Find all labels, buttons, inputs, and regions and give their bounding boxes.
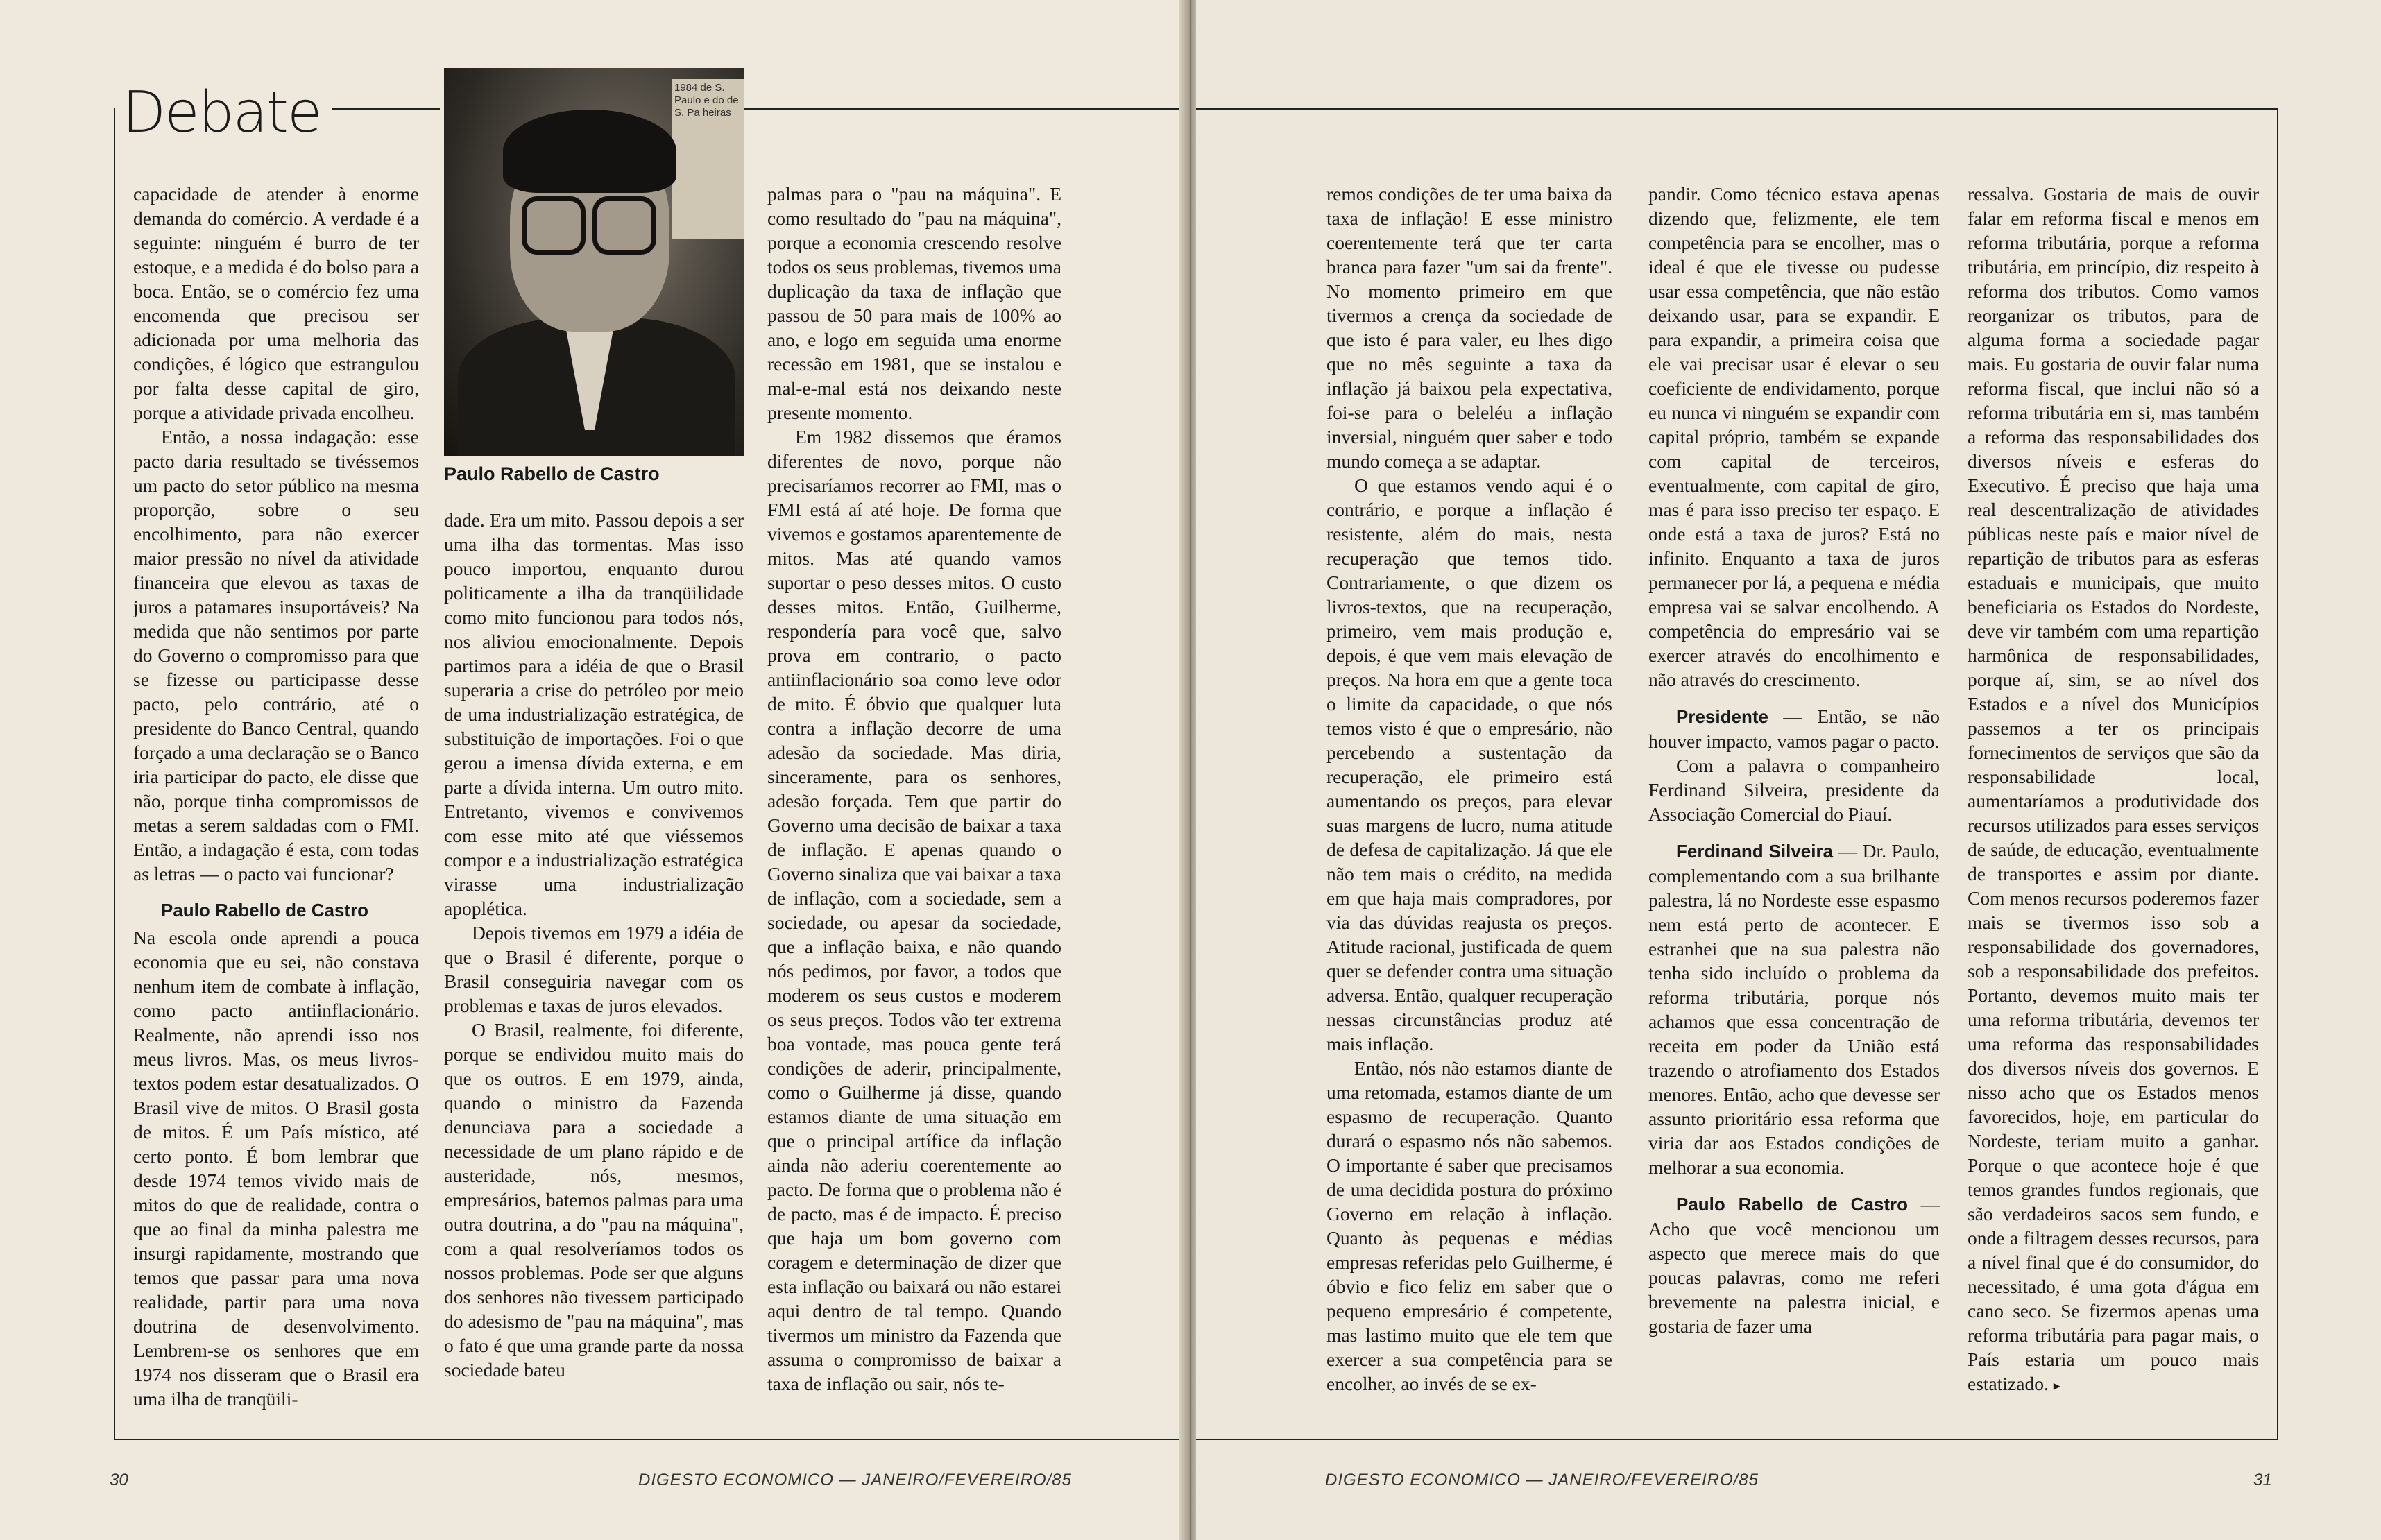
paragraph: pandir. Como técnico estava apenas dizendo que, felizmente, ele tem competência para se encolher, mas o ideal é que ele tivesse ou pudesse usar essa competência, que não estão deixando usar, para se expandir. E para expandir, a primeira coisa que ele vai precisar usar é elevar o seu coeficiente de endividamento, porque eu nunca vi ninguém se expandir com capital próprio, também se expande com capital de terceiros, eventualmente, com capital de giro, mas é para isso preciso ter espaço. E onde está a taxa de juros? Está no infinito. Enquanto a taxa de juros permanecer por lá, a pequena e média empresa vai se salvar encolhendo. A competência do empresário vai se exercer através do encolhimento e não através do crescimento. bbox=[1648, 183, 1940, 690]
bottom-rule bbox=[1196, 1439, 2278, 1440]
section-header bbox=[111, 82, 332, 144]
paragraph: O Brasil, realmente, foi diferente, porque se endividou muito mais do que os outros. E em 1979, ainda, quando o ministro da Fazenda denunciava para a sociedade a necessidade de um plano rápido e de austeridade, nós, mesmos, empresários, batemos palmas para uma outra doutrina, a do "pau na máquina", com a qual resolveríamos todos os nossos problemas. Pode ser que alguns dos senhores não tivessem participado do adesismo de "pau na máquina", mas o fato é que uma grande parte da nossa sociedade bateu bbox=[444, 1019, 744, 1380]
speech-text: — Dr. Paulo, complementando com a sua brilhante palestra, lá no Nordeste esse espasmo nem está perto de acontecer. E estranhei que na sua palestra não tenha sido incluído o problema da reforma tributária, porque nós achamos que essa concentração de receita em poder da União está trazendo o atrofiamento dos Estados menores. Então, acho que devesse ser assunto prioritário essa reforma que viria dar aos Estados condições de melhorar a sua economia. bbox=[1648, 840, 1940, 1178]
right-margin-rule bbox=[2277, 108, 2278, 1440]
speaker-name: Ferdinand Silveira bbox=[1676, 841, 1834, 862]
speaker-name: Paulo Rabello de Castro bbox=[161, 900, 369, 921]
page-number-left: 30 bbox=[110, 1471, 128, 1489]
page-number-right: 31 bbox=[2253, 1471, 2272, 1489]
author-photo bbox=[444, 68, 744, 456]
bottom-rule bbox=[114, 1439, 1179, 1440]
left-column-3 bbox=[767, 182, 1061, 1396]
paragraph bbox=[1968, 182, 2259, 1398]
paragraph: Em 1982 dissemos que éramos diferentes de novo, porque não precisaríamos recorrer ao FMI, mas o FMI está aí até hoje. De forma que vivemos e gostamos aparentemente de mitos. Mas até quando vamos suportar o peso desses mitos. O custo desses mitos. Então, Guilherme, respondería para você que, salvo prova em contrario, o pacto antiinflacionário soa como leve odor de mito. É óbvio que qualquer luta contra a inflação decorre de uma adesão da sociedade. Mas diria, sinceramente, para os senhores, adesão forçada. Tem que partir do Governo uma decisão de baixar a taxa de inflação. E apenas quando o Governo sinaliza que vai baixar a taxa de inflação, com a sociedade, sem a sociedade, ou apesar da sociedade, que a inflação baixa, e não quando nós pedimos, por favor, a todos que moderem os seus custos e moderem os seus preços. Todos vão ter extrema boa vontade, mas pouca gente terá condições de aderir, principalmente, como o Guilherme já disse, quando estamos diante de uma situação em que o principal artífice da inflação ainda não aderiu coerentemente ao pacto. De forma que o problema não é de pacto, mas é de impacto. É preciso que haja um bom governo com coragem e determinação de dizer que esta inflação ou baixará ou não estarei aqui dentro de tal tempo. Quando tivermos um ministro da Fazenda que assuma o compromisso de baixar a taxa de inflação ou sair, nós te- bbox=[767, 426, 1061, 1394]
section-title: Debate bbox=[111, 85, 332, 142]
left-column-2 bbox=[444, 508, 744, 1382]
paragraph: O que estamos vendo aqui é o contrário, e porque a inflação é resistente, além do mais, nesta recuperação que temos tido. Contrariamente, o que dizem os livros-textos, que na recuperação, primeiro, vem mais produção e, depois, é que vem mais elevação de preços. Na hora em que a gente toca o limite da capacidade, o que nós temos visto é que o empresário, não percebendo a sustentação da recuperação, ele primeiro está aumentando os preços, para elevar suas margens de lucro, numa atitude de defesa de capitalização. Já que ele não tem mais o crédito, na medida em que haja mais compradores, por via das dúvidas reajusta os preços. Atitude racional, justificada de quem quer se defender contra uma situação adversa. Então, qualquer recuperação nessas circunstâncias produz até mais inflação. bbox=[1326, 474, 1612, 1054]
header-rule-right bbox=[744, 108, 1179, 110]
paragraph bbox=[1648, 1192, 1940, 1338]
right-column-3 bbox=[1968, 182, 2259, 1398]
paragraph: Então, a nossa indagação: esse pacto daria resultado se tivéssemos um pacto do setor público na mesma proporção, sobre o seu encolhimento, para não exercer maior pressão no nível da atividade financeira que elevou as taxas de juros a patamares insuportáveis? Na medida que não sentimos por parte do Governo o compromisso para que se fizesse ou participasse desse pacto, pelo contrário, até o presidente do Banco Central, quando forçado a uma declaração se o Banco iria participar do pacto, ele disse que não, porque tinha compromissos de metas a serem saldadas com o FMI. Então, a indagação é esta, com todas as letras — o pacto vai funcionar? bbox=[133, 426, 419, 884]
right-column-2 bbox=[1648, 182, 1940, 1338]
paragraph: Depois tivemos em 1979 a idéia de que o Brasil é diferente, porque o Brasil conseguiria navegar com os problemas e taxas de juros elevados. bbox=[444, 922, 744, 1016]
paragraph bbox=[1648, 839, 1940, 1179]
photo-caption: Paulo Rabello de Castro bbox=[444, 463, 660, 484]
paragraph: remos condições de ter uma baixa da taxa de inflação! E esse ministro coerentemente terá que ter carta branca para fazer "um sai da frente". No momento primeiro em que tivermos a crença da sociedade de que isto é para valer, eu lhes digo que no mês seguinte a taxa da inflação já baixou pela expectativa, foi-se para o beleléu a inflação inversial, ninguém quer saber e todo mundo começa a se adaptar. bbox=[1326, 183, 1612, 472]
photo-glasses-left bbox=[522, 196, 586, 255]
left-column-1 bbox=[133, 182, 419, 1411]
paragraph: capacidade de atender à enorme demanda do comércio. A verdade é a seguinte: ninguém é burro de ter estoque, e a medida é do bolso para a boca. Então, se o comércio fez uma encomenda que precisou ser adicionada por uma melhoria das condições, é lógico que estrangulou por falta desse capital de giro, porque a atividade privada encolheu. bbox=[133, 183, 419, 423]
speech-text: ressalva. Gostaria de mais de ouvir falar em reforma fiscal e menos em reforma tributária, porque a reforma tributária, em princípio, diz respeito à reforma dos tributos. Como vamos reorganizar os tributos, para de alguma forma a sociedade pagar mais. Eu gostaria de ouvir falar numa reforma fiscal, que inclui não só a reforma tributária em si, mas também a reforma das responsabilidades dos diversos níveis e esferas do Executivo. É preciso que haja uma real descentralização de atividades públicas neste país e maior nível de repartição de tributos para as esferas estaduais e municipais, que muito beneficiaria os Estados do Nordeste, deve vir também com uma repartição harmônica de responsabilidades, porque aí, sim, se ao nível dos Estados e a nível dos Municípios passemos a ter os principais fornecimentos de serviços que são da responsabilidade local, aumentaríamos a produtividade dos recursos utilizados para esses serviços de saúde, de educação, eventualmente de transportes e assim por diante. Com menos recursos poderemos fazer mais se tivermos isso sob a responsabilidade dos governadores, sob a responsabilidade dos prefeitos. Portanto, devemos muito mais ter uma reforma tributária, devemos ter uma reforma das responsabilidades dos diversos níveis dos governos. E nisso acho que os Estados menos favorecidos, hoje, em particular do Nordeste, teriam muito a ganhar. Porque o que acontece hoje é que temos grandes fundos regionais, que são verdadeiros sacos sem fundo, e onde a filtragem desses recursos, para a nível final que é do consumidor, do necessitado, é uma gota d'água em cano seco. Se fizermos apenas uma reforma tributária para pagar mais, o País estaria um pouco mais estatizado. bbox=[1968, 183, 2260, 1394]
paragraph: Na escola onde aprendi a pouca economia que eu sei, não constava nenhum item de combate à inflação, como pacto antiinflacionário. Realmente, não aprendi isso nos meus livros. Mas, os meus livros-textos podem estar desatualizados. O Brasil vive de mitos. O Brasil gosta de mitos. É um País místico, até certo ponto. É bom lembrar que desde 1974 temos vivido mais de mitos do que de realidade, contra o que ao final da minha palestra me insurgi rapidamente, mostrando que temos que passar para uma nova realidade, partir para uma nova doutrina de desenvolvimento. Lembrem-se os senhores que em 1974 nos disseram que o Brasil era uma ilha de tranqüili- bbox=[133, 927, 419, 1410]
header-rule bbox=[1196, 108, 2278, 110]
paragraph: palmas para o "pau na máquina". E como resultado do "pau na máquina", porque a economia crescendo resolve todos os seus problemas, tivemos uma duplicação da taxa de inflação que passou de 50 para mais de 100% ao ano, e logo em seguida uma enorme recessão em 1981, que se instalou e mal-e-mal está nos deixando neste presente momento. bbox=[767, 183, 1061, 423]
speech-text: — Acho que você mencionou um aspecto que merece mais do que poucas palavras, como me referi brevemente na palestra inicial, e gostaria de fazer uma bbox=[1648, 1193, 1940, 1337]
photo-sign: 1984 de S. Paulo e do de S. Pa heiras bbox=[672, 79, 744, 239]
paragraph: Com a palavra o companheiro Ferdinand Silveira, presidente da Associação Comercial do Piauí. bbox=[1648, 755, 1940, 825]
paragraph: Então, nós não estamos diante de uma retomada, estamos diante de um espasmo de recuperação. Quanto durará o espasmo nós não sabemos. O importante é saber que precisamos de uma decidida postura do próximo Governo em relação à inflação. Quanto às pequenas e médias empresas referidas pelo Guilherme, é óbvio e fico feliz em saber que o pequeno empresário é competente, mas lastimo muito que ele tem que exercer a sua competência para se encolher, ao invés de se ex- bbox=[1326, 1057, 1612, 1394]
speech-text: — Então, se não houver impacto, vamos pagar o pacto. bbox=[1648, 705, 1940, 752]
photo-hair bbox=[503, 110, 676, 193]
left-page bbox=[0, 0, 1185, 1540]
paragraph bbox=[1648, 704, 1940, 753]
right-column-1 bbox=[1326, 182, 1612, 1396]
footer-left: DIGESTO ECONOMICO — JANEIRO/FEVEREIRO/85 bbox=[638, 1471, 1072, 1489]
right-page bbox=[1196, 0, 2381, 1540]
continue-arrow-icon: ▸ bbox=[2053, 1378, 2060, 1394]
left-margin-rule bbox=[114, 108, 115, 1440]
paragraph: dade. Era um mito. Passou depois a ser uma ilha das tormentas. Mas isso pouco importou, enquanto durou politicamente a ilha da tranqüilidade como mito funcionou para todos nós, nos aliviou emocionalmente. Depois partimos para a idéia de que o Brasil superaria a crise do petróleo por meio de uma industrialização estratégica, de substituição de importações. Foi o que gerou a imensa dívida externa, e em parte a dívida interna. Um outro mito. Entretanto, vivemos e convivemos com esse mito até que viéssemos compor e a industrialização estratégica virasse uma industrialização apoplética. bbox=[444, 509, 744, 919]
footer-right: DIGESTO ECONOMICO — JANEIRO/FEVEREIRO/85 bbox=[1325, 1471, 1759, 1489]
speaker-name: Presidente bbox=[1676, 706, 1768, 727]
speaker-name: Paulo Rabello de Castro bbox=[1676, 1194, 1908, 1215]
photo-glasses-right bbox=[592, 196, 656, 255]
